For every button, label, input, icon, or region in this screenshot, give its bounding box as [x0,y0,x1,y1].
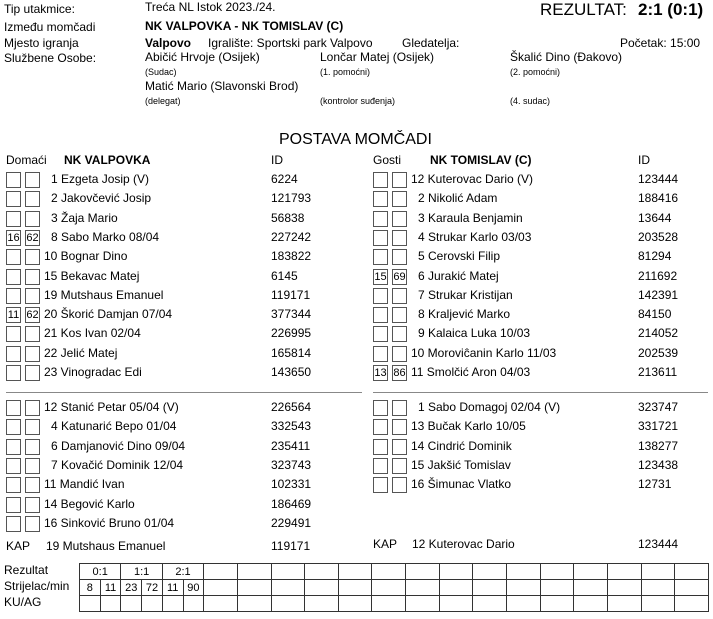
sub-minute-box [373,458,388,474]
player-id: 6224 [271,172,298,186]
grid-cell [121,596,142,612]
grid-cell [641,580,675,596]
player-id: 188416 [638,191,679,206]
grid-cell [406,564,440,580]
sub-minute-box [6,249,21,265]
sub-minute-box [6,400,21,416]
home-kap-player: 19 Mutshaus Emanuel [46,539,166,553]
player-id: 229491 [271,515,312,530]
player-name: 1 Sabo Domagoj 02/04 (V) [418,400,561,414]
player-name: 3 Žaja Mario [51,210,118,225]
official-name: Škalić Dino (Đakovo) [510,50,623,64]
grid-cell [338,564,372,580]
mjesto-value: Valpovo [145,36,192,50]
sub-minute-box: 13 [374,367,387,379]
player-id: 186469 [271,496,312,511]
player-name: 9 Kalaica Luka 10/03 [418,326,531,341]
player-name: 5 Cerovski Filip [418,249,501,264]
sub-minute-box [392,419,407,435]
player-id: 84150 [638,307,672,322]
sub-minute-box [392,230,407,246]
sub-minute-box [6,458,21,474]
score-cell: 0:1 [80,564,121,580]
player-id: 123438 [638,457,679,472]
player-id: 235411 [271,438,311,453]
bottom-kuag-label: KU/AG [4,595,42,609]
sub-minute-box [6,419,21,435]
player-id: 142391 [638,287,679,302]
player-name: 7 Kovačić Dominik 12/04 [51,457,184,472]
home-kap-label: KAP [6,539,31,553]
away-divider [373,392,708,393]
sub-minute-box [392,400,407,416]
away-kap-label: KAP [373,537,398,551]
grid-cell [338,580,372,596]
sub-minute-box [392,307,407,323]
sub-minute-box [392,172,407,188]
grid-cell [675,596,709,612]
sub-minute-box [25,249,40,265]
player-id: 331721 [638,419,679,434]
player-name: 4 Strukar Karlo 03/03 [418,229,532,244]
grid-cell [641,596,675,612]
sub-minute-box [25,191,40,207]
score-cell: 1:1 [121,564,162,580]
sub-minute-box [373,419,388,435]
official-role: (Sudac) [145,67,177,77]
grid-cell [142,596,163,612]
rezultat-value: 2:1 (0:1) [638,0,704,19]
sub-minute-box [373,288,388,304]
score-cell: 2:1 [162,564,203,580]
player-name: 7 Strukar Kristijan [418,287,513,302]
player-name: 19 Mutshaus Emanuel [44,287,164,302]
sub-minute-box: 62 [26,309,39,322]
official-role: (1. pomoćni) [320,67,371,77]
grid-cell [183,596,204,612]
scorer-minute-cell: 11 [100,580,121,596]
player-id: 211692 [638,268,678,283]
sub-minute-box [6,191,21,207]
grid-cell [204,596,238,612]
player-id: 102331 [271,477,312,492]
sub-minute-box: 16 [7,231,20,244]
sub-minute-box: 15 [374,270,387,283]
player-name: 4 Katunarić Bepo 01/04 [51,419,177,434]
grid-cell [439,564,473,580]
sub-minute-box [25,458,40,474]
grid-cell [237,580,271,596]
sluzbene-label: Službene Osobe: [4,51,97,65]
sub-minute-box [373,346,388,362]
grid-cell [439,580,473,596]
sub-minute-box [6,477,21,493]
player-id: 12731 [638,477,672,492]
player-name: 3 Karaula Benjamin [418,210,523,225]
player-name: 6 Jurakić Matej [418,268,499,283]
sub-minute-box [25,419,40,435]
sub-minute-box [6,497,21,513]
pocetak: Početak: 15:00 [620,36,701,50]
player-id: 56838 [271,210,305,225]
sub-minute-box [6,172,21,188]
grid-cell [607,596,641,612]
grid-cell [204,564,238,580]
grid-cell [675,580,709,596]
scorer-minute-cell: 11 [162,580,183,596]
scorer-minute-cell: 90 [183,580,204,596]
player-name: 1 Ezgeta Josip (V) [51,172,150,186]
sub-minute-box: 69 [393,270,406,283]
grid-cell [305,596,339,612]
sub-minute-box [373,191,388,207]
grid-cell [506,580,540,596]
scorer-minute-cell: 72 [142,580,163,596]
sub-minute-box [392,346,407,362]
sub-minute-box [373,400,388,416]
home-team: NK VALPOVKA [64,153,151,167]
player-name: 12 Kuterovac Dario (V) [411,172,534,186]
sub-minute-box [392,326,407,342]
player-name: 10 Bognar Dino [44,249,128,264]
away-side-label: Gosti [373,153,402,167]
player-id: 123444 [638,172,679,186]
sub-minute-box: 11 [7,309,20,322]
sub-minute-box [392,458,407,474]
grid-cell [506,564,540,580]
sub-minute-box [25,400,40,416]
player-name: 10 Moroviĉanin Karlo 11/03 [411,345,557,360]
player-id: 226564 [271,400,312,414]
player-name: 20 Škorić Damjan 07/04 [44,307,173,322]
grid-cell [607,564,641,580]
player-id: 183822 [271,249,312,264]
sub-minute-box [25,172,40,188]
tip-value: Treća NL Istok 2023./24. [145,0,276,14]
sub-minute-box [25,288,40,304]
home-id-label: ID [271,153,283,167]
home-divider [6,392,362,393]
player-id: 323747 [638,400,679,414]
player-name: 6 Damjanović Dino 09/04 [51,438,186,453]
player-id: 165814 [271,345,312,360]
sub-minute-box [6,269,21,285]
grid-cell [237,564,271,580]
official-role: (2. pomoćni) [510,67,561,77]
sub-minute-box [25,365,40,381]
player-name: 21 Kos Ivan 02/04 [44,326,141,341]
player-id: 214052 [638,326,679,341]
sub-minute-box [373,477,388,493]
sub-minute-box [25,516,40,532]
grid-cell [271,596,305,612]
player-id: 203528 [638,229,679,244]
sub-minute-box: 62 [26,231,39,244]
grid-cell [473,564,507,580]
player-id: 6145 [271,268,298,283]
player-id: 332543 [271,419,312,434]
sub-minute-box [6,365,21,381]
rezultat-label: REZULTAT: [540,0,627,19]
sub-minute-box [392,249,407,265]
grid-cell [406,580,440,596]
scorer-minute-cell: 23 [121,580,142,596]
sub-minute-box [25,326,40,342]
sub-minute-box [373,307,388,323]
grid-cell [607,580,641,596]
away-team: NK TOMISLAV (C) [430,153,532,167]
sub-minute-box [25,269,40,285]
official-name: Matić Mario (Slavonski Brod) [145,79,299,93]
sub-minute-box [25,477,40,493]
player-name: 16 Šimunac Vlatko [411,477,512,492]
sub-minute-box: 86 [393,367,406,379]
sub-minute-box [373,439,388,455]
player-name: 15 Bekavac Matej [44,268,140,283]
scorer-minute-cell: 8 [80,580,101,596]
home-kap-id: 119171 [271,539,311,553]
player-id: 119171 [271,287,311,302]
grid-cell [641,564,675,580]
postava-title: POSTAVA MOMČADI [279,131,432,148]
player-name: 14 Cindrić Dominik [411,438,512,453]
grid-cell [80,596,101,612]
grid-cell [338,596,372,612]
sub-minute-box [6,326,21,342]
igraliste: Igralište: Sportski park Valpovo [208,36,373,50]
gledatelja: Gledatelja: [402,36,460,50]
grid-cell [473,580,507,596]
mjesto-label: Mjesto igranja [4,36,79,50]
player-id: 377344 [271,307,312,322]
player-name: 14 Begović Karlo [44,496,135,511]
player-id: 13644 [638,210,672,225]
grid-cell [271,580,305,596]
grid-cell [439,596,473,612]
sub-minute-box [373,326,388,342]
sub-minute-box [25,211,40,227]
grid-cell [540,596,574,612]
grid-cell [271,564,305,580]
sub-minute-box [6,346,21,362]
official-role: (delegat) [145,96,181,106]
grid-cell [372,564,406,580]
grid-cell [574,580,608,596]
official-name: Lončar Matej (Osijek) [320,50,435,64]
player-id: 138277 [638,438,679,453]
sub-minute-box [392,211,407,227]
sub-minute-box [373,230,388,246]
player-name: 23 Vinogradac Edi [44,365,142,379]
player-id: 213611 [638,365,678,379]
sub-minute-box [373,172,388,188]
grid-cell [540,564,574,580]
official-role: (4. sudac) [510,96,551,106]
grid-cell [406,596,440,612]
grid-cell [237,596,271,612]
official-role: (kontrolor suđenja) [320,96,396,106]
grid-cell [305,564,339,580]
away-id-label: ID [638,153,650,167]
sub-minute-box [392,288,407,304]
player-id: 121793 [271,191,312,206]
grid-cell [675,564,709,580]
player-name: 11 Mandić Ivan [44,477,125,492]
sub-minute-box [6,439,21,455]
sub-minute-box [392,191,407,207]
player-id: 226995 [271,326,312,341]
grid-cell [204,580,238,596]
player-name: 11 Smolčić Aron 04/03 [411,365,531,379]
sub-minute-box [25,346,40,362]
player-name: 8 Kraljević Marko [418,307,511,322]
tip-label: Tip utakmice: [4,2,75,16]
player-name: 2 Jakovčević Josip [51,191,152,206]
izmedju-label: Između momčadi [4,20,96,34]
bottom-rezultat-label: Rezultat [4,563,49,577]
sub-minute-box [25,497,40,513]
grid-cell [574,564,608,580]
player-name: 15 Jakšić Tomislav [411,457,511,472]
player-name: 16 Sinković Bruno 01/04 [44,515,175,530]
grid-cell [372,580,406,596]
player-id: 202539 [638,345,679,360]
sub-minute-box [392,477,407,493]
grid-cell [372,596,406,612]
grid-cell [574,596,608,612]
grid-cell [540,580,574,596]
grid-cell [100,596,121,612]
sub-minute-box [392,439,407,455]
grid-cell [305,580,339,596]
grid-cell [506,596,540,612]
grid-cell [473,596,507,612]
away-kap-id: 123444 [638,537,679,551]
player-name: 2 Nikolić Adam [418,191,498,206]
score-grid [79,563,709,612]
bottom-strijelac-label: Strijelac/min [4,579,70,593]
home-side-label: Domaći [6,153,47,167]
player-name: 22 Jelić Matej [44,345,118,360]
sub-minute-box [6,288,21,304]
sub-minute-box [25,439,40,455]
sub-minute-box [373,211,388,227]
official-name: Abičić Hrvoje (Osijek) [145,50,260,64]
player-name: 12 Stanić Petar 05/04 (V) [44,400,179,414]
grid-cell [162,596,183,612]
match-teams: NK VALPOVKA - NK TOMISLAV (C) [145,19,344,33]
sub-minute-box [373,249,388,265]
away-kap-player: 12 Kuterovac Dario [412,537,515,551]
sub-minute-box [6,516,21,532]
player-id: 81294 [638,249,672,264]
player-id: 143650 [271,365,312,379]
player-name: 13 Bučak Karlo 10/05 [411,419,526,434]
player-id: 323743 [271,457,312,472]
player-id: 227242 [271,229,312,244]
sub-minute-box [6,211,21,227]
player-name: 8 Sabo Marko 08/04 [51,229,160,244]
